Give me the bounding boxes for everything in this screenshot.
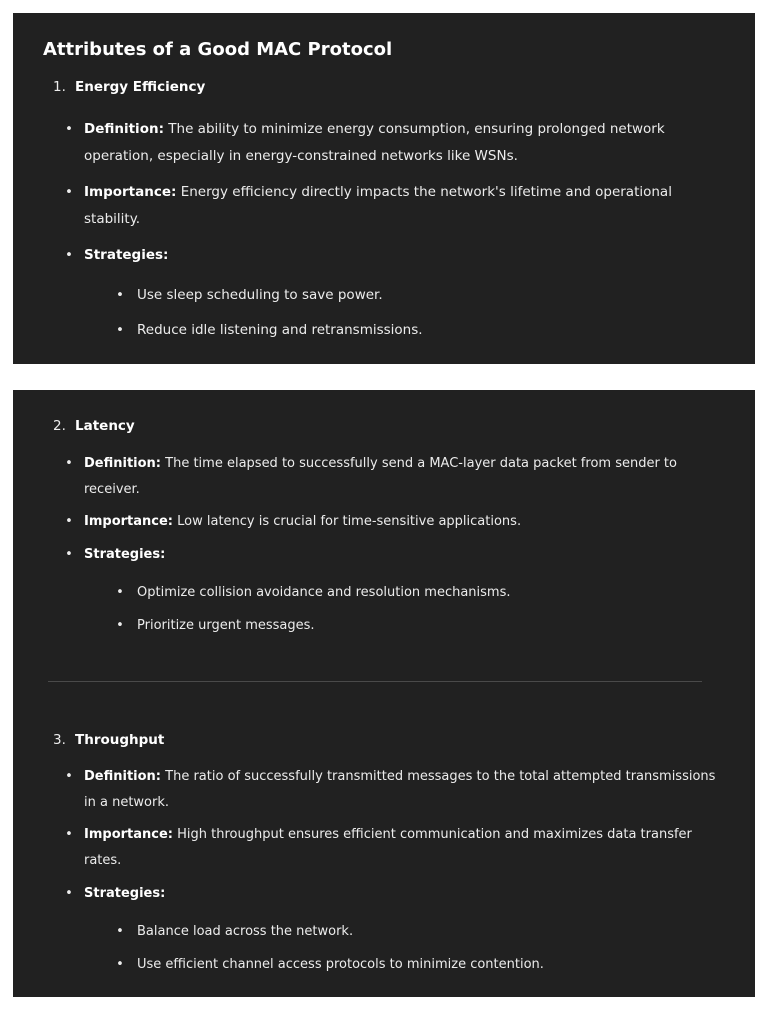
definition-label: Definition:: [84, 456, 162, 471]
strategies-label: Strategies:: [84, 247, 169, 263]
definition-label: Definition:: [84, 121, 164, 137]
strategy-text: Balance load across the network.: [137, 924, 354, 939]
strategies-label: Strategies:: [84, 547, 166, 562]
strategy-item: [116, 612, 717, 639]
bullet-icon: •: [116, 924, 124, 939]
definition-label: Definition:: [84, 769, 162, 784]
importance-label: Importance:: [84, 184, 177, 200]
definition-text: The ratio of successfully transmitted messages to the total attempted transmissions in a network.: [84, 769, 716, 810]
bullet-icon: •: [65, 514, 73, 529]
bullet-icon: •: [65, 456, 73, 471]
page-title: Attributes of a Good MAC Protocol: [43, 39, 393, 60]
section-title: Energy Efficiency: [75, 79, 206, 95]
bullet-icon: •: [116, 618, 124, 633]
section-heading-latency: [53, 418, 135, 434]
definition-text: The ability to minimize energy consumption, ensuring prolonged network operation, especially in energy-constrained networks like WSNs.: [84, 121, 665, 164]
list-item-strategies: [65, 242, 724, 269]
strategy-item: [116, 951, 717, 978]
strategy-item: [116, 282, 717, 309]
list-item-definition: [65, 451, 724, 503]
section-heading-throughput: [53, 732, 164, 748]
strategies-label: Strategies:: [84, 886, 166, 901]
importance-text: High throughput ensures efficient communication and maximizes data transfer rates.: [84, 827, 692, 868]
document-panel-1: [13, 13, 755, 364]
list-item-strategies: [65, 542, 724, 568]
bullet-icon: •: [65, 247, 73, 263]
list-item-importance: [65, 822, 724, 874]
section-number: 1.: [53, 79, 66, 95]
document-panel-2: [13, 390, 755, 997]
section-divider: [48, 681, 702, 682]
section-title: Throughput: [75, 732, 165, 748]
section-title: Latency: [75, 418, 135, 434]
bullet-icon: •: [65, 769, 73, 784]
list-item-definition: [65, 764, 724, 816]
bullet-icon: •: [116, 957, 124, 972]
list-item-definition: [65, 116, 724, 170]
strategy-item: [116, 317, 717, 344]
strategy-text: Optimize collision avoidance and resolution mechanisms.: [137, 585, 511, 600]
bullet-icon: •: [65, 547, 73, 562]
strategy-item: [116, 579, 717, 606]
importance-text: Low latency is crucial for time-sensitive applications.: [173, 514, 522, 529]
strategy-text: Prioritize urgent messages.: [137, 618, 315, 633]
bullet-icon: •: [65, 184, 73, 200]
bullet-icon: •: [116, 287, 124, 303]
strategy-text: Use sleep scheduling to save power.: [137, 287, 383, 303]
strategy-text: Reduce idle listening and retransmissions.: [137, 322, 423, 338]
bullet-icon: •: [116, 585, 124, 600]
list-item-importance: [65, 509, 724, 535]
strategy-text: Use efficient channel access protocols to minimize contention.: [137, 957, 544, 972]
importance-text: Energy efficiency directly impacts the network's lifetime and operational stability.: [84, 184, 672, 227]
list-item-strategies: [65, 881, 724, 907]
bullet-icon: •: [116, 322, 124, 338]
list-item-importance: [65, 179, 724, 233]
bullet-icon: •: [65, 121, 73, 137]
strategy-item: [116, 918, 717, 945]
bullet-icon: •: [65, 827, 73, 842]
importance-label: Importance:: [84, 827, 173, 842]
section-number: 3.: [53, 732, 66, 748]
section-heading-energy-efficiency: [53, 79, 205, 95]
definition-text: The time elapsed to successfully send a MAC-layer data packet from sender to receiver.: [84, 456, 677, 497]
section-number: 2.: [53, 418, 66, 434]
bullet-icon: •: [65, 886, 73, 901]
importance-label: Importance:: [84, 514, 173, 529]
